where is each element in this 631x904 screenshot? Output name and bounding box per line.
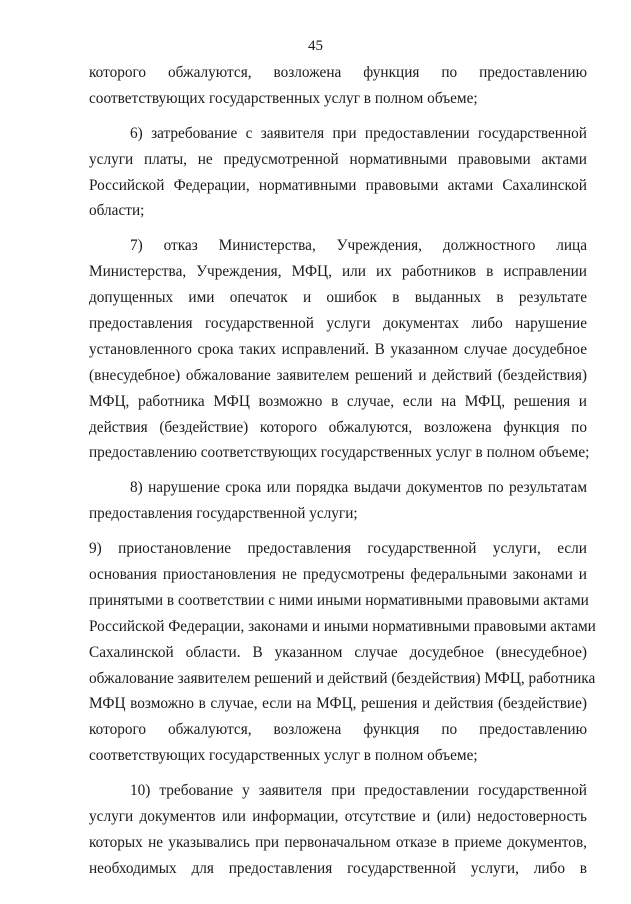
text-line: предоставления государственной услуги; <box>89 505 358 523</box>
text-line: соответствующих государственных услуг в полном объеме; <box>89 89 478 107</box>
text-line: 6) затребование с заявителя при предоставлении государственной <box>130 124 587 142</box>
text-line: необходимых для предоставления государственной услуги, либо в <box>89 859 587 877</box>
text-line: 9) приостановление предоставления государственной услуги, если <box>89 540 587 558</box>
text-line: соответствующих государственных услуг в полном объеме; <box>89 747 478 765</box>
text-line: основания приостановления не предусмотрены федеральными законами и <box>89 566 587 584</box>
text-line: Министерства, Учреждения, МФЦ, или их работников в исправлении <box>89 263 587 281</box>
text-line: предоставления государственной услуги документах либо нарушение <box>89 315 587 333</box>
text-line: обжалование заявителем решений и действий (бездействия) МФЦ, работника <box>89 669 596 687</box>
text-line: которого обжалуются, возложена функция по предоставлению <box>89 721 587 739</box>
text-line: установленного срока таких исправлений. В указанном случае досудебное <box>89 340 587 358</box>
text-line: действия (бездействие) которого обжалуются, возложена функция по <box>89 418 587 436</box>
text-line: предоставлению соответствующих государственных услуг в полном объеме; <box>89 444 590 462</box>
text-line: Сахалинской области. В указанном случае досудебное (внесудебное) <box>89 643 587 661</box>
text-line: МФЦ, работника МФЦ возможно в случае, если на МФЦ, решения и <box>89 392 587 410</box>
paragraph <box>89 536 596 769</box>
paragraph-gap <box>89 527 587 536</box>
paragraph <box>89 475 587 527</box>
paragraph <box>89 778 587 882</box>
text-line: которых не указывались при первоначальном отказе в приеме документов, <box>89 833 587 851</box>
text-line: принятыми в соответствии с ними иными нормативными правовыми актами <box>89 591 589 609</box>
page-number: 45 <box>308 38 323 54</box>
text-line: допущенных ими опечаток и ошибок в выданных в результате <box>89 289 587 307</box>
paragraph <box>89 60 587 112</box>
text-line: МФЦ возможно в случае, если на МФЦ, решения и действия (бездействие) <box>89 695 587 713</box>
paragraph <box>89 121 587 225</box>
paragraph <box>89 233 590 466</box>
text-line: услуги платы, не предусмотренной нормативными правовыми актами <box>89 150 587 168</box>
text-line: 8) нарушение срока или порядка выдачи документов по результатам <box>130 479 587 497</box>
text-line: Российской Федерации, нормативными правовыми актами Сахалинской <box>89 176 587 194</box>
text-line: 7) отказ Министерства, Учреждения, должностного лица <box>130 237 587 255</box>
text-line: Российской Федерации, законами и иными нормативными правовыми актами <box>89 617 596 635</box>
text-line: (внесудебное) обжалование заявителем решений и действий (бездействия) <box>89 366 587 384</box>
paragraph-gap <box>89 112 587 121</box>
paragraph-gap <box>89 769 587 778</box>
document-body <box>89 60 596 882</box>
paragraph-gap <box>89 466 587 475</box>
text-line: услуги документов или информации, отсутствие и (или) недостоверность <box>89 808 587 826</box>
text-line: 10) требование у заявителя при предоставлении государственной <box>130 782 587 800</box>
text-line: которого обжалуются, возложена функция по предоставлению <box>89 64 587 81</box>
text-line: области; <box>89 202 145 220</box>
paragraph-gap <box>89 224 587 233</box>
